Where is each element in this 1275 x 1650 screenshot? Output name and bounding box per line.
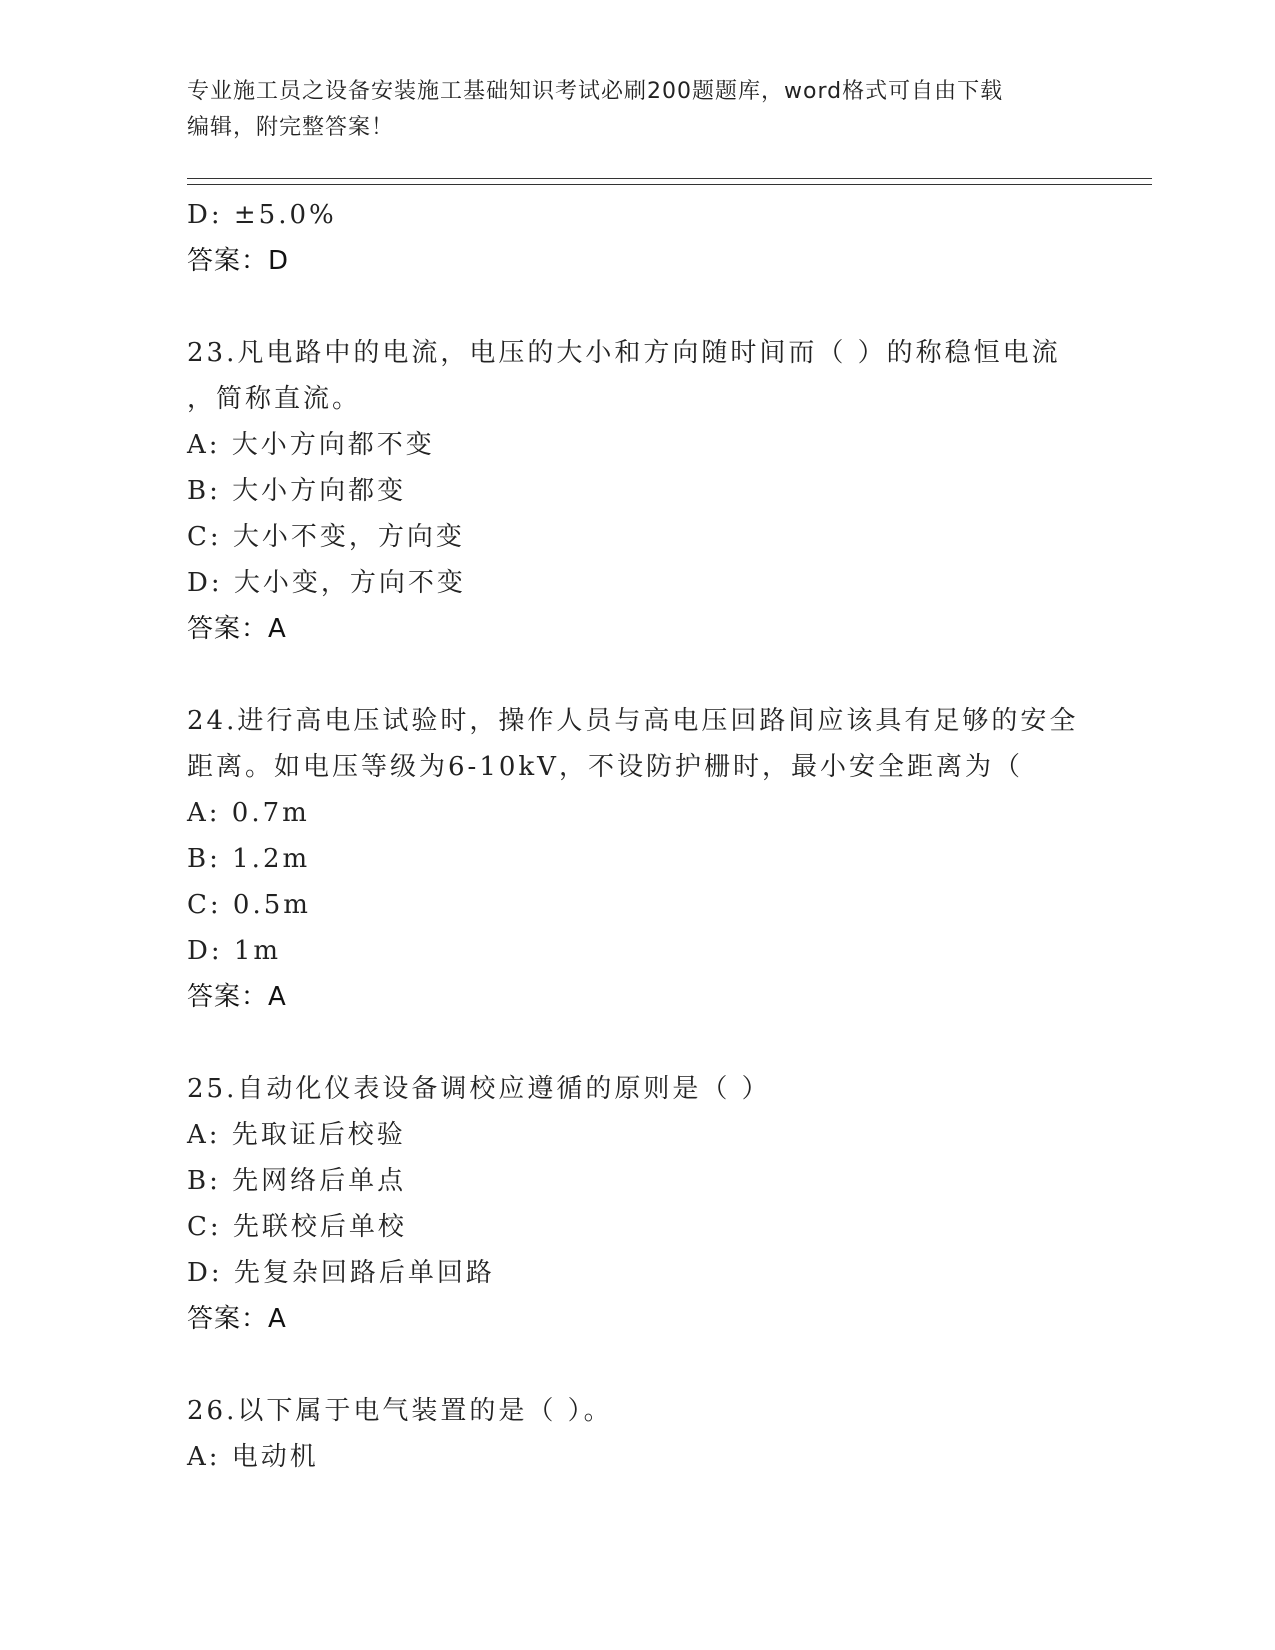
question-25 <box>187 1066 1147 1342</box>
header-title-line1: 专业施工员之设备安装施工基础知识考试必刷200题题库，word格式可自由下载 <box>187 79 1004 104</box>
question-24 <box>187 698 1147 1020</box>
option-a: A: 0.7m <box>187 798 310 828</box>
header-divider-bottom <box>187 184 1152 185</box>
option-b: B: 1.2m <box>187 844 311 874</box>
document-header <box>187 74 1087 146</box>
question-stem: 24.进行高电压试验时，操作人员与高电压回路间应该具有足够的安全 <box>187 706 1079 736</box>
question-26 <box>187 1388 1147 1480</box>
option-a: A: 电动机 <box>187 1442 319 1472</box>
option-d: D: 大小变，方向不变 <box>187 568 466 598</box>
option-a: A: 先取证后校验 <box>187 1120 406 1150</box>
option-b: B: 大小方向都变 <box>187 476 407 506</box>
question-stem: 25.自动化仪表设备调校应遵循的原则是（ ） <box>187 1074 771 1104</box>
question-stem-cont: ，简称直流。 <box>187 384 362 414</box>
answer-line: 答案：D <box>187 246 290 276</box>
answer-line: 答案：A <box>187 1304 287 1334</box>
question-stem-cont: 距离。如电压等级为6-10kV，不设防护栅时，最小安全距离为（ <box>187 752 1023 782</box>
option-d: D: ±5.0% <box>187 200 337 230</box>
question-stem: 23.凡电路中的电流，电压的大小和方向随时间而（ ）的称稳恒电流 <box>187 338 1061 368</box>
header-title-line2: 编辑，附完整答案！ <box>187 115 395 140</box>
question-stem: 26.以下属于电气装置的是（ ）。 <box>187 1396 613 1426</box>
option-d: D: 先复杂回路后单回路 <box>187 1258 495 1288</box>
answer-line: 答案：A <box>187 614 287 644</box>
option-c: C: 大小不变，方向变 <box>187 522 465 552</box>
option-b: B: 先网络后单点 <box>187 1166 407 1196</box>
question-list <box>187 192 1147 1480</box>
option-c: C: 先联校后单校 <box>187 1212 407 1242</box>
header-divider-top <box>187 178 1152 179</box>
option-a: A: 大小方向都不变 <box>187 430 435 460</box>
option-d: D: 1m <box>187 936 282 966</box>
answer-line: 答案：A <box>187 982 287 1012</box>
question-23 <box>187 330 1147 652</box>
option-c: C: 0.5m <box>187 890 311 920</box>
